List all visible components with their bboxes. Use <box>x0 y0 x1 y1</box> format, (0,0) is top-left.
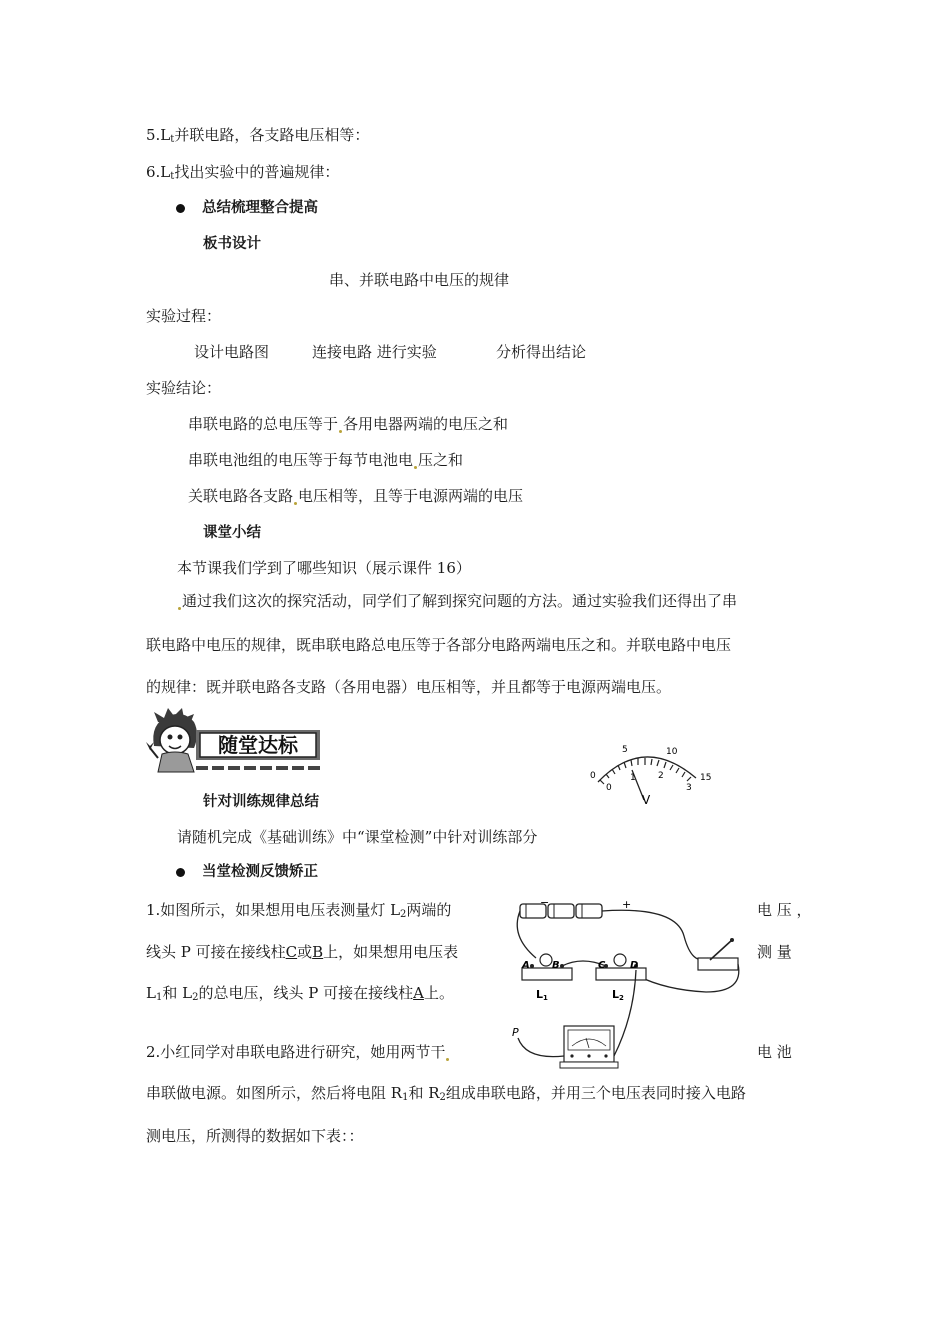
terminal-c: C <box>598 960 606 971</box>
q1-line-1 <box>146 900 451 925</box>
q2-line-2-c: 组成串联电路，并用三个电压表同时接入电路 <box>445 1084 746 1102</box>
board-design-heading: 板书设计 <box>203 236 261 252</box>
inner-tick-1: 1 <box>630 773 636 783</box>
q1-line-3-end: 上。 <box>423 984 454 1002</box>
section-banner <box>144 706 324 774</box>
process-step-1: 设计电路图 <box>194 343 270 361</box>
circuit-diagram <box>506 896 746 1096</box>
conclusion-2a: 串联电池组的电压等于每节电池电 <box>188 451 414 469</box>
q1-line-2-or: 或 <box>297 943 313 961</box>
q2-line-1 <box>146 1042 450 1062</box>
paragraph-line-1 <box>177 591 737 611</box>
q1-line-3-sub2: 2 <box>192 992 199 1003</box>
q1-line-3-c: 的总电压，线头 P 可接在接线柱 <box>198 984 414 1002</box>
q1-line-1-right: 电 压 ， <box>757 901 812 919</box>
feedback-heading: 当堂检测反馈矫正 <box>202 864 318 880</box>
conclusion-2b: 压之和 <box>418 451 464 469</box>
lamp-l2-sub: 2 <box>619 994 624 1002</box>
mark-icon <box>178 607 181 610</box>
lamp-l1-text: L <box>536 988 544 1001</box>
mark-icon <box>414 466 417 469</box>
q1-line-3-sub1: 1 <box>155 992 163 1003</box>
q1-line-3-b: 和 L <box>162 984 193 1002</box>
lamp-l1-label <box>536 988 548 1002</box>
conclusion-1a: 串联电路的总电压等于 <box>188 415 339 433</box>
mark-icon <box>294 502 297 505</box>
lamp-l2-label <box>612 988 624 1002</box>
outer-tick-0: 0 <box>590 771 596 781</box>
mark-icon <box>339 430 342 433</box>
item-6-number: 6.L <box>146 163 171 181</box>
terminal-b: B <box>552 960 560 971</box>
outer-tick-10: 10 <box>666 747 678 757</box>
q2-line-3: 测电压，所测得的数据如下表：： <box>146 1127 364 1145</box>
q2-line-2-sub1: 1 <box>402 1092 409 1103</box>
q2-line-1-right: 电 池 <box>757 1043 792 1061</box>
conclusion-3b: 电压相等，且等于电源两端的电压 <box>298 487 524 505</box>
battery-icon <box>520 904 602 918</box>
q1-answer-a: A <box>413 984 424 1002</box>
q2-line-2-sub2: 2 <box>439 1092 446 1103</box>
q1-line-3-a: L <box>146 984 156 1002</box>
inner-tick-3: 3 <box>686 783 692 793</box>
q1-line-2-a: 线头 P 可接在接线柱 <box>146 943 286 961</box>
cartoon-boy-icon <box>146 708 197 772</box>
process-step-3: 分析得出结论 <box>496 343 587 361</box>
item-5 <box>146 125 369 150</box>
item-5-text: 并联电路，各支路电压相等： <box>174 126 370 144</box>
mark-icon <box>446 1058 449 1061</box>
summary-question: 本节课我们学到了哪些知识（展示课件 16） <box>177 559 471 577</box>
q1-line-1-a: 1.如图所示，如果想用电压表测量灯 L <box>146 901 401 919</box>
q1-line-2 <box>146 942 458 962</box>
process-label: 实验过程： <box>146 307 222 325</box>
paragraph-line-1-text: 通过我们这次的探究活动，同学们了解到探究问题的方法。通过实验我们还得出了串 <box>182 592 738 610</box>
paragraph-line-2: 联电路中电压的规律，既串联电路总电压等于各部分电路两端电压之和。并联电路中电压 <box>146 636 732 654</box>
q1-line-3 <box>146 983 454 1008</box>
outer-tick-5: 5 <box>622 745 628 755</box>
conclusion-2 <box>188 450 463 470</box>
q1-answer-c: C <box>285 943 298 961</box>
conclusion-label: 实验结论： <box>146 379 222 397</box>
bullet-icon <box>176 868 185 877</box>
switch-icon <box>698 938 738 970</box>
voltmeter-icon <box>560 1026 618 1068</box>
probe-label: P <box>512 1026 519 1039</box>
inner-tick-2: 2 <box>658 771 664 781</box>
conclusion-1 <box>188 414 508 434</box>
inner-tick-0: 0 <box>606 783 612 793</box>
item-5-sub: t <box>170 134 175 145</box>
q1-answer-b: B <box>312 943 324 961</box>
terminal-d: D <box>630 960 639 971</box>
paragraph-line-3: 的规律：既并联电路各支路（各用电器）电压相等，并且都等于电源两端电压。 <box>146 678 672 696</box>
item-6 <box>146 162 339 187</box>
q1-line-1-sub: 2 <box>400 909 407 920</box>
process-step-2: 连接电路 进行实验 <box>312 343 437 361</box>
terminal-a: A <box>522 960 530 971</box>
item-6-sub: t <box>170 171 175 182</box>
board-title: 串、并联电路中电压的规律 <box>329 271 510 289</box>
conclusion-3 <box>188 486 523 506</box>
item-6-text: 找出实验中的普遍规律： <box>174 163 340 181</box>
unit-label: V <box>642 793 651 806</box>
item-5-number: 5.L <box>146 126 171 144</box>
training-text: 请随机完成《基础训练》中“课堂检测”中针对训练部分 <box>177 828 538 846</box>
bullet-icon <box>176 204 185 213</box>
q1-line-2-end: 上，如果想用电压表 <box>323 943 459 961</box>
outer-tick-15: 15 <box>700 773 712 783</box>
conclusion-3a: 关联电路各支路 <box>188 487 294 505</box>
summary-heading: 总结梳理整合提高 <box>202 200 318 216</box>
q2-line-1-text: 2.小红同学对串联电路进行研究，她用两节干 <box>146 1043 446 1061</box>
conclusion-1b: 各用电器两端的电压之和 <box>343 415 509 433</box>
battery-minus: − <box>540 896 550 909</box>
lamp-l1-sub: 1 <box>543 994 548 1002</box>
q1-line-1-end: 两端的 <box>406 901 452 919</box>
training-heading: 针对训练规律总结 <box>203 794 319 810</box>
q1-line-2-right: 测 量 <box>757 943 792 961</box>
class-summary-heading: 课堂小结 <box>203 525 261 541</box>
lamp-l2-text: L <box>612 988 620 1001</box>
banner-text: 随堂达标 <box>218 733 298 757</box>
q2-line-2-a: 串联做电源。如图所示，然后将电阻 R <box>146 1084 403 1102</box>
q2-line-2-b: 和 R <box>408 1084 440 1102</box>
voltmeter-dial <box>584 738 718 806</box>
q2-line-2 <box>146 1083 746 1108</box>
battery-plus: + <box>622 898 632 911</box>
